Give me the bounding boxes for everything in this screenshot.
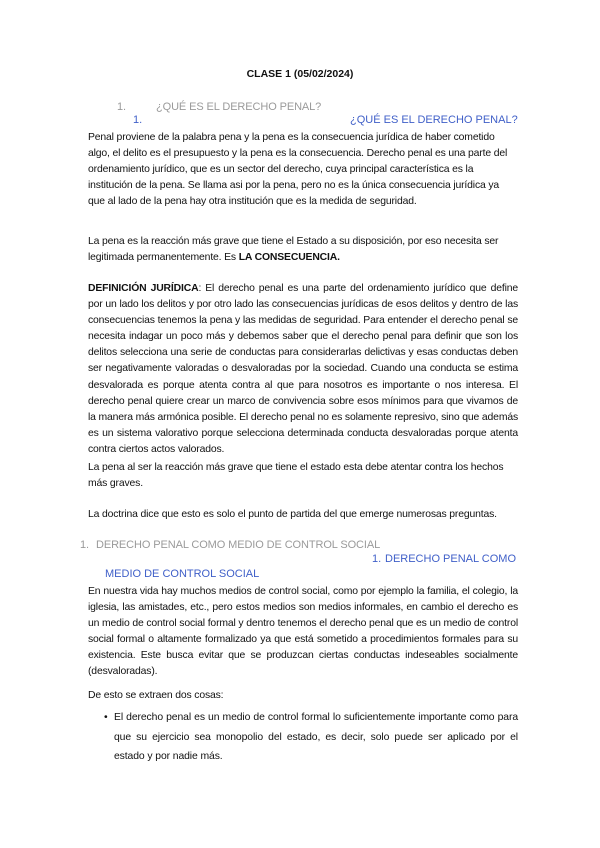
definicion-text: : El derecho penal es una parte del ordenamiento jurídico que define por un lado los delitos y por otro lado las consecuencias jurídicas de esos delitos y dentro de las consecuencias tenemos la pena y las medidas de seguridad. Para entender el derecho penal se necesita indagar un poco más y debemos saber que el derecho penal para definir que son los delitos selecciona una serie de conductas para considerarlas delictivas y esas conductas deben ser negativamente valoradas o desvaloradas por la sociedad. Cuando una conducta se estima desvalorada es porque atenta contra al que para nosotros es importante o nos interesa. El derecho penal quiere crear un marco de convivencia sobre esos mínimos para que vivamos de la manera más armónica posible. El derecho penal no es solamente represivo, sino que además es un sistema valorativo porque selecciona determinada conducta desvaloradas porque atenta contra ciertos actos valorados. — [88, 283, 518, 455]
bullet-text: El derecho penal es un medio de control formal lo suficientemente importante como para que su ejercicio sea monopolio del estado, es decir, solo puede ser aplicado por el estado y por nadie más. — [114, 712, 518, 762]
section2-ghost-heading: DERECHO PENAL COMO MEDIO DE CONTROL SOCIAL — [96, 539, 381, 551]
section1-link-number[interactable]: 1. — [133, 114, 143, 126]
definicion-label: DEFINICIÓN JURÍDICA — [88, 283, 199, 294]
paragraph-dos-cosas: De esto se extraen dos cosas: — [88, 690, 224, 701]
paragraph-intro: Penal proviene de la palabra pena y la pena es la consecuencia jurídica de haber cometido algo, el delito es el presupuesto y la pena es la consecuencia. Derecho penal es una parte del ordenamiento jurídico, que es un sector del derecho, cuya principal característica es la institución de la pena. Se llama asi por la pena, pero no es la única consecuencia jurídica ya que al lado de la pena hay otra institución que es la medida de seguridad. — [88, 132, 508, 208]
paragraph-pena-text: La pena es la reacción más grave que tiene el Estado a su disposición, por eso necesita ser legitimada permanentemente. Es — [88, 236, 499, 264]
paragraph-pena — [88, 234, 518, 266]
paragraph-definicion — [88, 281, 518, 458]
bullet-marker: • — [104, 712, 108, 723]
section2-link-heading-a[interactable]: DERECHO PENAL COMO — [385, 553, 517, 565]
section2-ghost-number: 1. — [80, 539, 89, 551]
paragraph-control-social: En nuestra vida hay muchos medios de control social, como por ejemplo la familia, el colegio, la iglesia, las amistades, etc., pero estos medios son medios informales, en cambio el derecho es un medio de control social formal y dentro tenemos el derecho penal que es un medio de control social formal o altamente formalizado ya que está sometido a procedimientos formales para su existencia. Este busca evitar que se produzcan ciertas conductas indeseables socialmente (desvaloradas). — [88, 586, 518, 678]
section1-ghost-number: 1. — [117, 101, 126, 113]
section2-link-heading-b[interactable]: MEDIO DE CONTROL SOCIAL — [105, 568, 260, 580]
section2-link-number[interactable]: 1. — [372, 553, 382, 565]
paragraph-pena-bold: LA CONSECUENCIA. — [238, 252, 340, 264]
paragraph-doctrina: La doctrina dice que esto es solo el punto de partida del que emerge numerosas preguntas. — [88, 509, 497, 520]
section1-ghost-heading: ¿QUÉ ES EL DERECHO PENAL? — [156, 101, 322, 113]
list-item — [104, 708, 518, 767]
section1-link-heading[interactable]: ¿QUÉ ES EL DERECHO PENAL? — [350, 114, 518, 126]
paragraph-gravedad: La pena al ser la reacción más grave que tiene el estado esta debe atentar contra los hechos más graves. — [88, 462, 504, 490]
page-title: CLASE 1 (05/02/2024) — [246, 68, 354, 80]
bullet-list — [104, 708, 518, 767]
